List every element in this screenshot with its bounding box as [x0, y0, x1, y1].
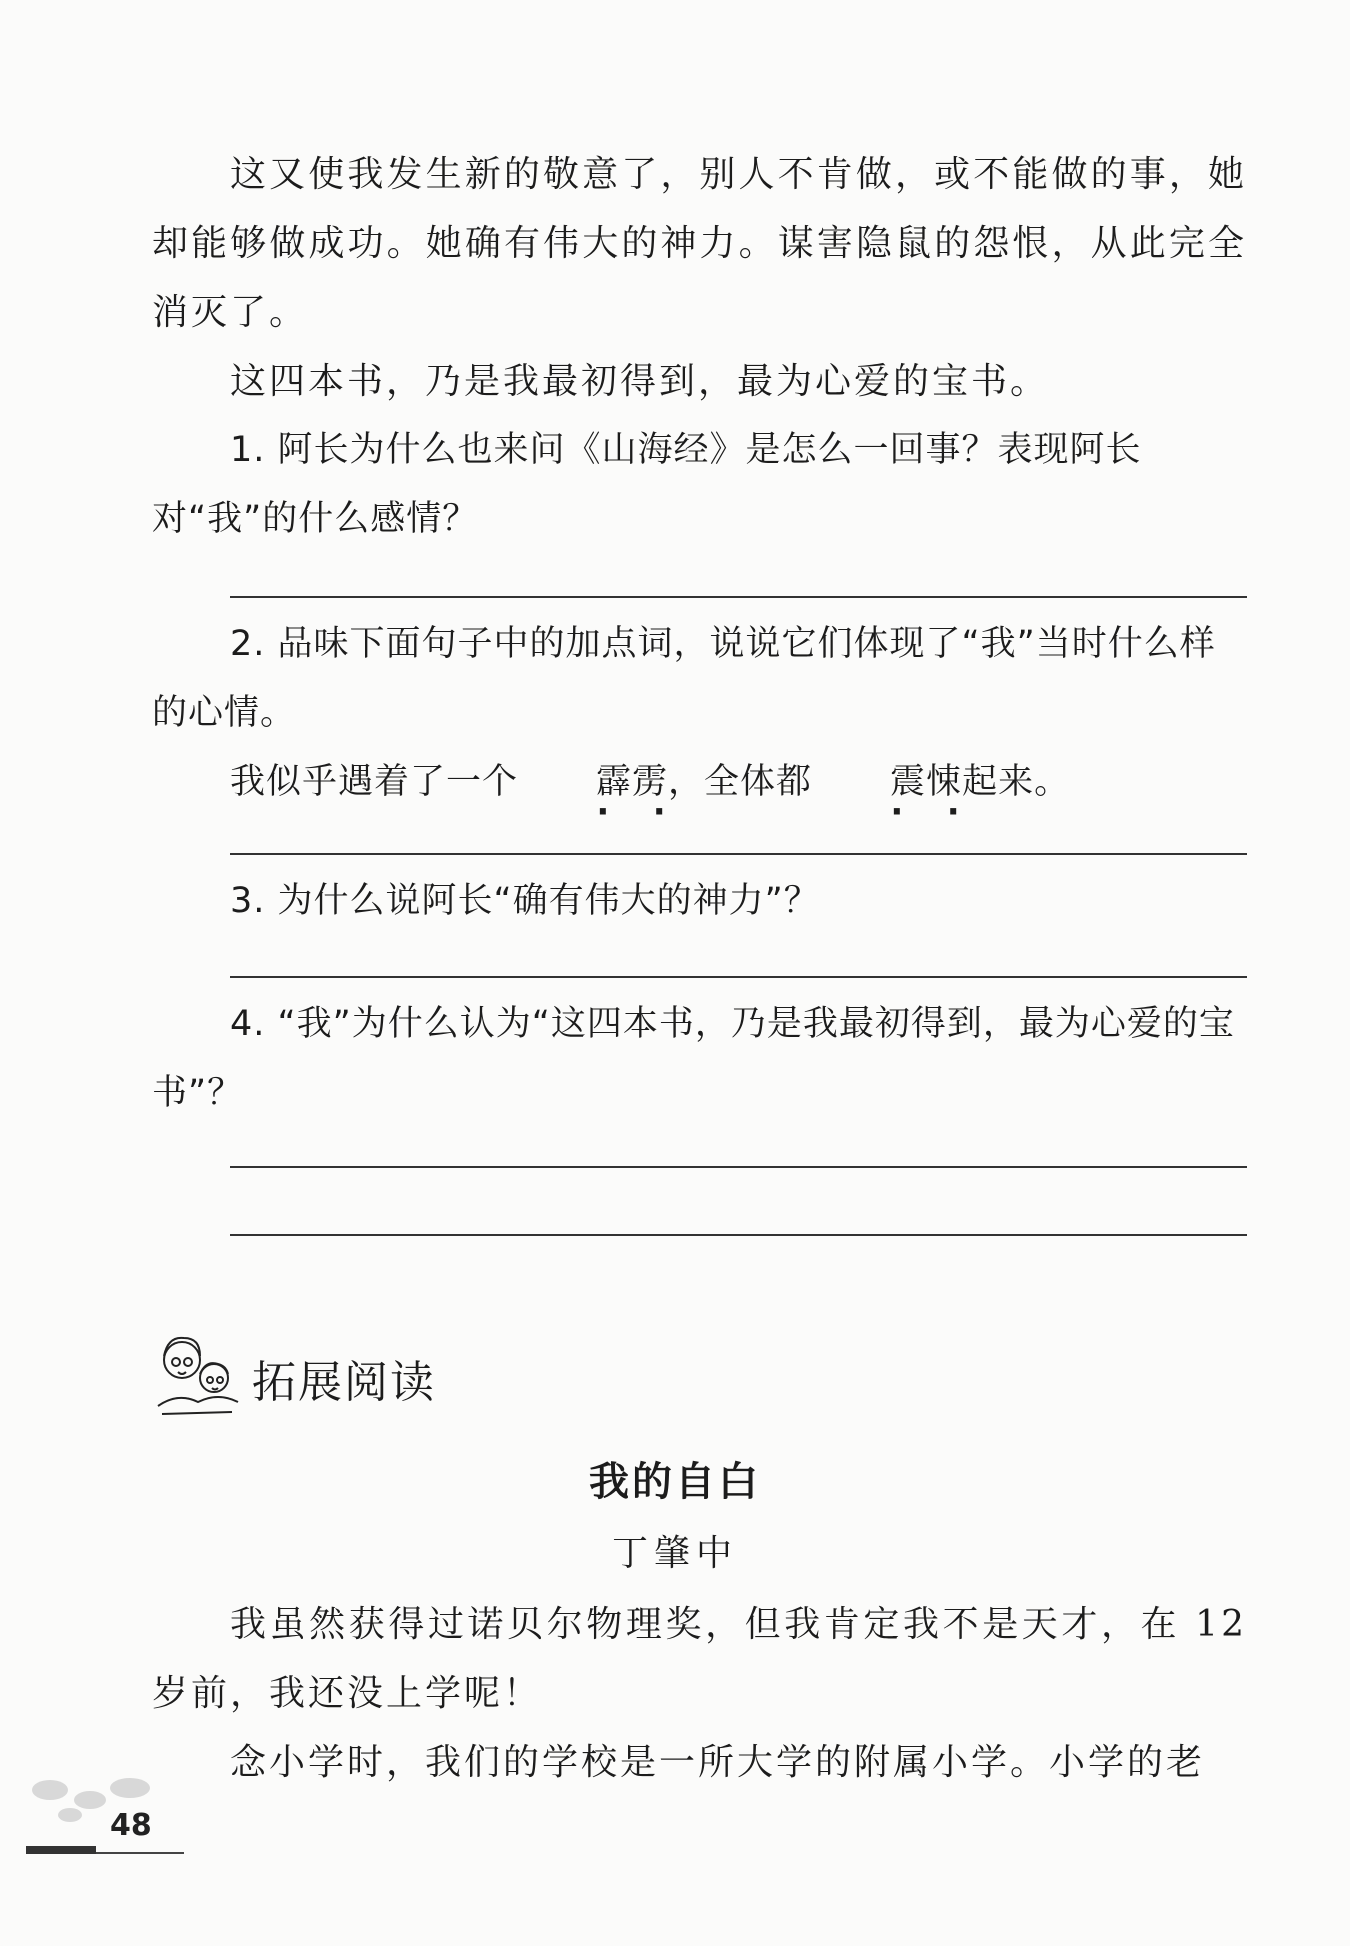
q2-sentence-part-a: 我似乎遇着了一个 [230, 762, 519, 802]
reading-passage [152, 140, 1247, 1236]
dotted-word-2: 震悚 · · [812, 748, 962, 817]
section-title: 拓展阅读 [252, 1357, 436, 1408]
article-author: 丁肇中 [611, 1533, 738, 1574]
dotted-word-1: 霹雳 · · [518, 748, 668, 817]
article-paragraph-2: 念小学时，我们的学校是一所大学的附属小学。小学的老 [230, 1742, 1206, 1783]
question-1: 1. 阿长为什么也来问《山海经》是怎么一回事？表现阿长对“我”的什么感情？ [152, 430, 1142, 539]
question-4: 4. “我”为什么认为“这四本书，乃是我最初得到，最为心爱的宝书”？ [152, 1004, 1235, 1113]
question-2-sentence [152, 748, 1247, 817]
question-3: 3. 为什么说阿长“确有伟大的神力”？ [230, 881, 820, 921]
q2-sentence-part-b: ，全体都 [668, 762, 813, 802]
article-paragraph-1: 我虽然获得过诺贝尔物理奖，但我肯定我不是天才，在 12 岁前，我还没上学呢！ [152, 1604, 1247, 1714]
passage-paragraph-1: 这又使我发生新的敬意了，别人不肯做，或不能做的事，她却能够做成功。她确有伟大的神力。谋害隐鼠的怨恨，从此完全消灭了。 [152, 154, 1247, 333]
extended-reading-header [148, 1330, 436, 1426]
question-2: 2. 品味下面句子中的加点词，说说它们体现了“我”当时什么样的心情。 [152, 624, 1216, 733]
article-title: 我的自白 [589, 1459, 761, 1505]
page-number: 48 [110, 1808, 152, 1843]
answer-line-q4-second[interactable] [230, 1234, 1247, 1236]
passage-paragraph-2: 这四本书，乃是我最初得到，最为心爱的宝书。 [230, 361, 1050, 402]
article-body [152, 1590, 1247, 1797]
q2-sentence-part-c: 起来。 [962, 762, 1071, 802]
footer-rule [96, 1852, 184, 1854]
reading-kids-icon [148, 1330, 244, 1426]
footer-bar [26, 1846, 96, 1854]
